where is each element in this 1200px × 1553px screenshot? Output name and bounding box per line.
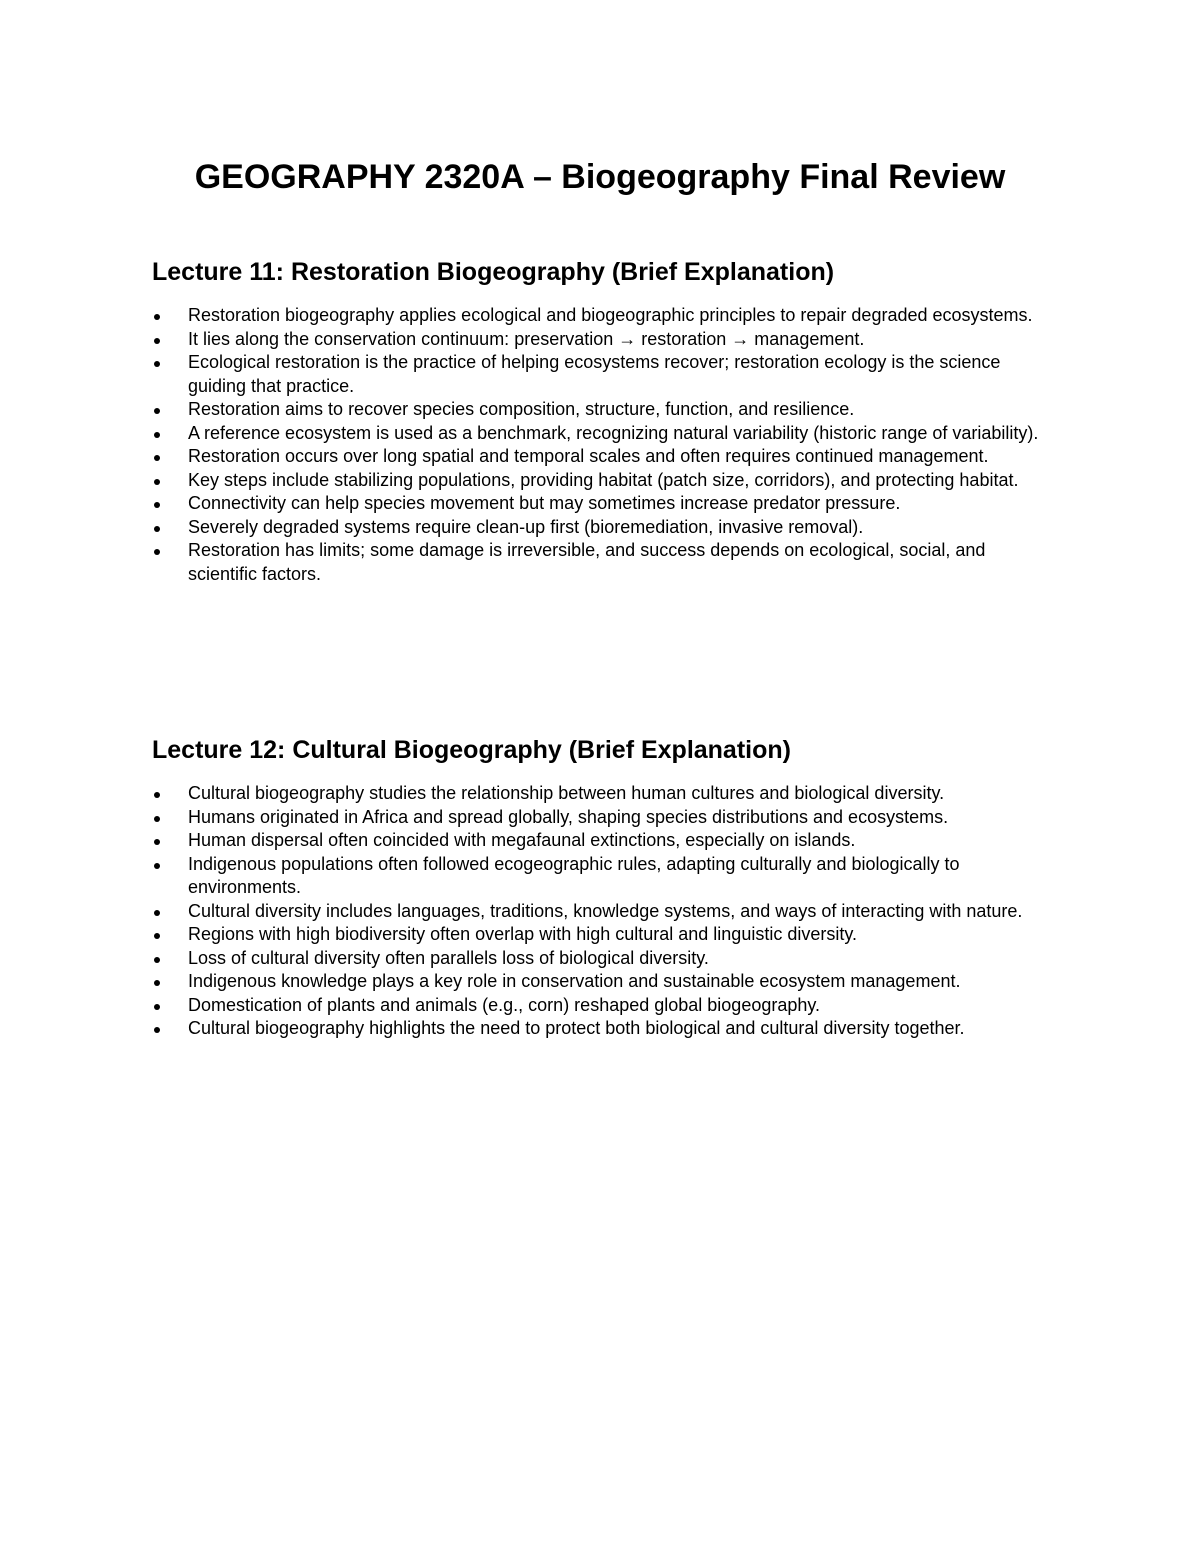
list-item [152,782,1048,806]
list-item [152,445,1048,469]
bullet-list [152,304,1052,586]
list-item [152,492,1048,516]
bullet-icon [154,863,160,869]
section-lecture-11 [152,253,1052,586]
bullet-icon [154,314,160,320]
bullet-icon [154,1004,160,1010]
list-item [152,947,1048,971]
section-lecture-12 [152,731,1052,1041]
list-item-text: Key steps include stabilizing populations, providing habitat (patch size, corridors), and protecting habitat. [188,469,1019,490]
list-item-text: It lies along the conservation continuum: preservation → restoration → management. [188,328,865,349]
list-item [152,516,1048,540]
bullet-icon [154,792,160,798]
list-item [152,970,1048,994]
list-item-text: Domestication of plants and animals (e.g., corn) reshaped global biogeography. [188,994,821,1015]
list-item [152,398,1048,422]
bullet-icon [154,338,160,344]
bullet-icon [154,408,160,414]
list-item-text: A reference ecosystem is used as a benchmark, recognizing natural variability (historic range of variability). [188,422,1039,443]
bullet-icon [154,549,160,555]
bullet-icon [154,361,160,367]
list-item-text: Regions with high biodiversity often overlap with high cultural and linguistic diversity. [188,924,858,944]
list-item [152,1017,1048,1041]
list-item-text: Severely degraded systems require clean-up first (bioremediation, invasive removal). [188,516,864,537]
list-item-text: Ecological restoration is the practice of helping ecosystems recover; restoration ecology is the science guiding that practice. [188,352,1001,396]
section-heading: Lecture 12: Cultural Biogeography (Brief Explanation) [152,736,791,764]
list-item [152,900,1048,924]
list-item [152,994,1048,1018]
list-item [152,806,1048,830]
bullet-icon [154,839,160,845]
bullet-icon [154,980,160,986]
list-item-text: Restoration has limits; some damage is irreversible, and success depends on ecological, social, and scientific factors. [188,540,986,584]
bullet-icon [154,816,160,822]
bullet-list [152,782,1052,1041]
list-item [152,853,1048,900]
bullet-icon [154,479,160,485]
list-item [152,304,1048,328]
bullet-icon [154,933,160,939]
bullet-icon [154,455,160,461]
list-item [152,328,1048,352]
list-item-text: Restoration aims to recover species composition, structure, function, and resilience. [188,399,855,419]
bullet-icon [154,910,160,916]
bullet-icon [154,432,160,438]
list-item [152,539,1048,586]
list-item-text: Restoration occurs over long spatial and temporal scales and often requires continued management. [188,446,989,466]
list-item-text: Human dispersal often coincided with megafaunal extinctions, especially on islands. [188,830,856,850]
list-item [152,422,1048,446]
list-item-text: Cultural biogeography highlights the need to protect both biological and cultural diversity together. [188,1018,965,1038]
section-heading: Lecture 11: Restoration Biogeography (Brief Explanation) [152,258,835,286]
list-item-text: Cultural biogeography studies the relationship between human cultures and biological diversity. [188,783,945,803]
list-item-text: Humans originated in Africa and spread globally, shaping species distributions and ecosystems. [188,806,949,827]
list-item [152,923,1048,947]
bullet-icon [154,957,160,963]
list-item [152,469,1048,493]
list-item [152,829,1048,853]
page-title: GEOGRAPHY 2320A – Biogeography Final Review [194,158,1006,196]
list-item-text: Indigenous knowledge plays a key role in conservation and sustainable ecosystem management. [188,971,961,991]
list-item-text: Restoration biogeography applies ecological and biogeographic principles to repair degraded ecosystems. [188,305,1033,325]
list-item-text: Cultural diversity includes languages, traditions, knowledge systems, and ways of interacting with nature. [188,900,1023,921]
list-item [152,351,1048,398]
list-item-text: Connectivity can help species movement but may sometimes increase predator pressure. [188,493,901,513]
list-item-text: Indigenous populations often followed ecogeographic rules, adapting culturally and biologically to environments. [188,853,960,897]
bullet-icon [154,502,160,508]
list-item-text: Loss of cultural diversity often parallels loss of biological diversity. [188,947,709,968]
bullet-icon [154,1027,160,1033]
bullet-icon [154,526,160,532]
